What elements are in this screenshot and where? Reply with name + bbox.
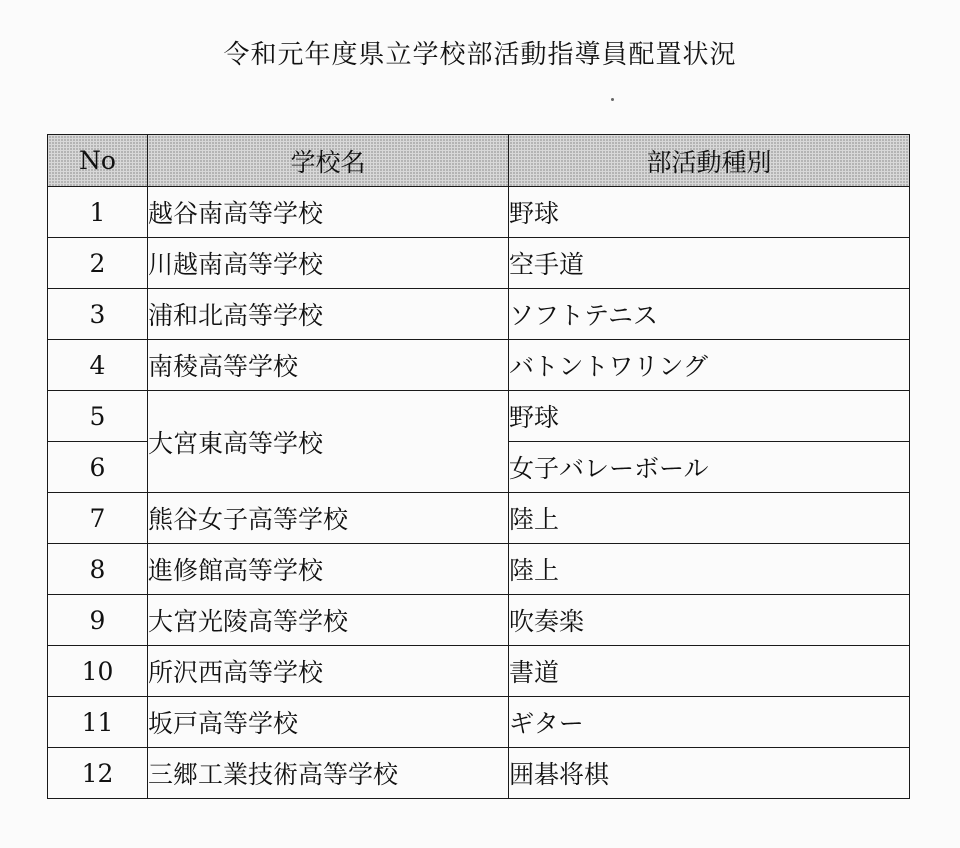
table-row [48,544,910,595]
school-name: 南稜高等学校 [148,340,509,391]
school-name: 熊谷女子高等学校 [148,493,509,544]
club-type: ギター [509,697,910,748]
school-name: 坂戸高等学校 [148,697,509,748]
school-name: 大宮光陵高等学校 [148,595,509,646]
club-type: 囲碁将棋 [509,748,910,799]
row-number: 2 [48,238,148,289]
table-row [48,238,910,289]
table-row [48,493,910,544]
row-number: 9 [48,595,148,646]
row-number: 3 [48,289,148,340]
school-name: 三郷工業技術高等学校 [148,748,509,799]
table-row [48,289,910,340]
table-row [48,340,910,391]
club-type: バトントワリング [509,340,910,391]
table-row [48,595,910,646]
table-row [48,187,910,238]
row-number: 11 [48,697,148,748]
row-number: 8 [48,544,148,595]
club-type: ソフトテニス [509,289,910,340]
row-number: 4 [48,340,148,391]
table-row [48,697,910,748]
school-name: 所沢西高等学校 [148,646,509,697]
school-name: 大宮東高等学校 [148,391,509,493]
club-type: 陸上 [509,493,910,544]
club-type: 吹奏楽 [509,595,910,646]
document-title: 令和元年度県立学校部活動指導員配置状況 [223,40,737,70]
club-type: 空手道 [509,238,910,289]
club-type: 野球 [509,391,910,442]
header-club: 部活動種別 [509,135,910,187]
row-number: 1 [48,187,148,238]
school-name: 進修館高等学校 [148,544,509,595]
school-name: 越谷南高等学校 [148,187,509,238]
row-number: 10 [48,646,148,697]
header-school: 学校名 [148,135,509,187]
row-number: 6 [48,442,148,493]
school-name: 川越南高等学校 [148,238,509,289]
table-row [48,646,910,697]
scan-speck [611,98,614,101]
club-instructor-table [47,134,910,799]
table-row [48,391,910,442]
header-no: No [48,135,148,187]
club-type: 陸上 [509,544,910,595]
club-type: 書道 [509,646,910,697]
row-number: 7 [48,493,148,544]
club-type: 女子バレーボール [509,442,910,493]
club-type: 野球 [509,187,910,238]
row-number: 12 [48,748,148,799]
header-row [48,135,910,187]
row-number: 5 [48,391,148,442]
table-row [48,748,910,799]
school-name: 浦和北高等学校 [148,289,509,340]
table-header [48,135,910,187]
table-body [48,187,910,799]
